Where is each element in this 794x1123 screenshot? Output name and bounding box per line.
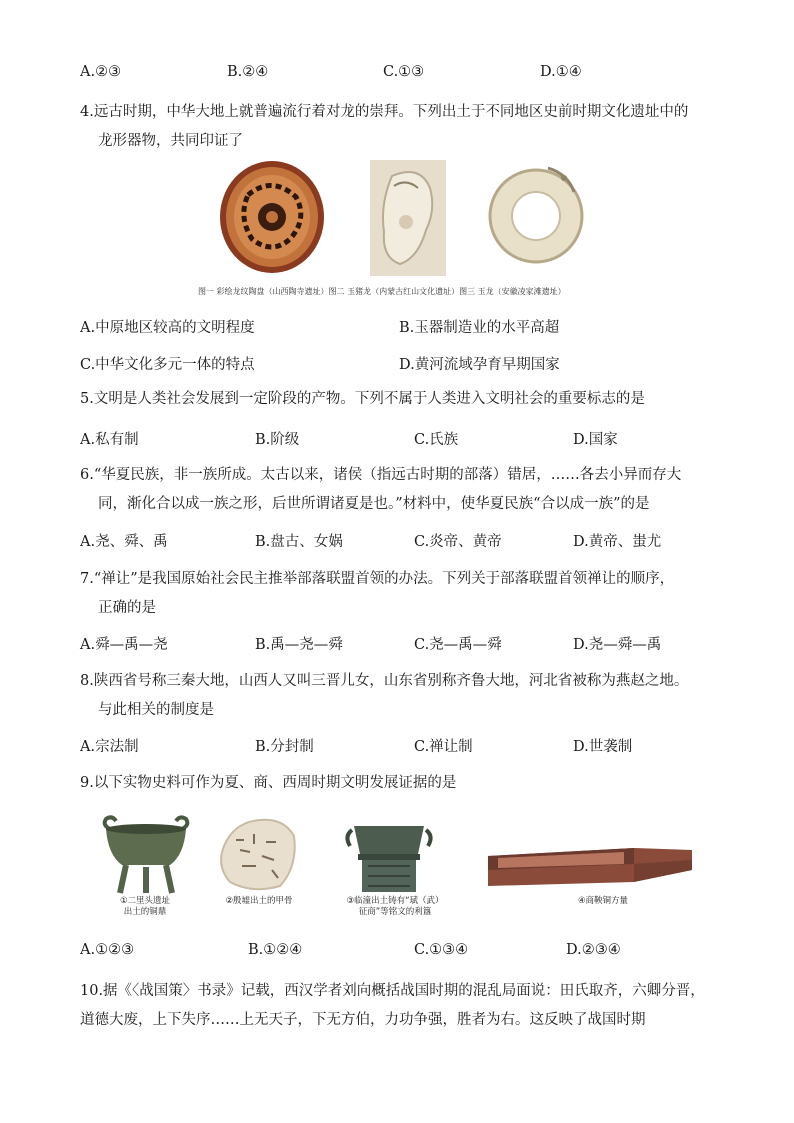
q5-stem <box>80 385 740 414</box>
q7-option-d[interactable]: D.尧—舜—禹 <box>573 637 662 653</box>
q4-option-c[interactable]: C.中华文化多元一体的特点 <box>80 357 255 373</box>
figure-li-gui <box>344 820 434 894</box>
q4-option-d[interactable]: D.黄河流域孕育早期国家 <box>399 357 560 373</box>
q10-stem <box>80 977 740 1035</box>
q8-stem <box>80 667 740 725</box>
q9-caption-1: ①二里头遗址 出土的铜鼎 <box>119 896 171 917</box>
q9-caption-4: ④商鞅铜方量 <box>577 896 629 906</box>
q8-options <box>80 735 740 759</box>
q6-line1: 6.“华夏民族，非一族所成。太古以来，诸侯（指远古时期的部落）错居，……各去小异而存大 <box>80 467 682 483</box>
figure-bronze-ding <box>98 815 194 895</box>
q5-line1: 5.文明是人类社会发展到一定阶段的产物。下列不属于人类进入文明社会的重要标志的是 <box>80 391 645 407</box>
q9-stem <box>80 769 740 798</box>
q9-caption-3: ③临潼出土铸有“珷（武） 征商”等铭文的利簋 <box>346 896 444 917</box>
q9-caption-2: ②殷墟出土的甲骨 <box>225 896 293 906</box>
q4-stem <box>80 98 740 156</box>
q5-option-c[interactable]: C.氏族 <box>414 432 459 448</box>
q7-option-c[interactable]: C.尧—禹—舜 <box>414 637 502 653</box>
q9-option-c[interactable]: C.①③④ <box>414 942 469 958</box>
q4-option-a[interactable]: A.中原地区较高的文明程度 <box>80 320 255 336</box>
q7-option-a[interactable]: A.舜—禹—尧 <box>80 637 168 653</box>
q3-option-c[interactable]: C.①③ <box>383 64 425 80</box>
q7-option-b[interactable]: B.禹—尧—舜 <box>255 637 343 653</box>
q6-option-b[interactable]: B.盘古、女娲 <box>255 534 343 550</box>
q6-stem <box>80 461 740 519</box>
figure-oracle-bone <box>214 816 300 894</box>
q7-options <box>80 633 740 657</box>
q3-option-b[interactable]: B.②④ <box>227 64 269 80</box>
figure-shang-yang-square-measure <box>484 842 696 892</box>
q4-options-row1 <box>80 316 740 340</box>
q4-line2: 龙形器物，共同印证了 <box>98 133 243 149</box>
q5-options <box>80 428 740 452</box>
q7-stem <box>80 565 740 623</box>
q9-line1: 9.以下实物史料可作为夏、商、西周时期文明发展证据的是 <box>80 775 457 791</box>
q3-option-d[interactable]: D.①④ <box>540 64 582 80</box>
q3-option-a[interactable]: A.②③ <box>80 64 122 80</box>
q6-option-a[interactable]: A.尧、舜、禹 <box>80 534 168 550</box>
q9-option-a[interactable]: A.①②③ <box>80 942 135 958</box>
q8-line1: 8.陕西省号称三秦大地，山西人又叫三晋儿女，山东省别称齐鲁大地，河北省被称为燕赵之地。 <box>80 673 689 689</box>
q7-line1: 7.“禅让”是我国原始社会民主推举部落联盟首领的办法。下列关于部落联盟首领禅让的顺序， <box>80 571 675 587</box>
q8-option-c[interactable]: C.禅让制 <box>414 739 473 755</box>
q8-option-b[interactable]: B.分封制 <box>255 739 314 755</box>
q8-option-a[interactable]: A.宗法制 <box>80 739 139 755</box>
q8-option-d[interactable]: D.世袭制 <box>573 739 633 755</box>
q6-option-c[interactable]: C.炎帝、黄帝 <box>414 534 502 550</box>
q5-option-a[interactable]: A.私有制 <box>80 432 139 448</box>
q9-option-b[interactable]: B.①②④ <box>248 942 303 958</box>
q6-line2: 同，渐化合以成一族之形，后世所谓诸夏是也。”材料中，使华夏民族“合以成一族”的是 <box>98 496 650 512</box>
q4-figure-caption: 图一 彩绘龙纹陶盘（山西陶寺遗址）图二 玉猪龙（内蒙古红山文化遗址）图三 玉龙（安徽凌家滩遗址） <box>198 287 566 296</box>
q7-line2: 正确的是 <box>98 600 156 616</box>
q10-line2: 道德大废，上下失序……上无天子，下无方伯，力功争强，胜者为右。这反映了战国时期 <box>80 1012 646 1028</box>
figure-jade-dragon-ring <box>484 154 588 272</box>
q5-option-b[interactable]: B.阶级 <box>255 432 300 448</box>
q4-options-row2 <box>80 353 740 377</box>
q3-options <box>80 64 740 88</box>
q6-option-d[interactable]: D.黄帝、蚩尤 <box>573 534 662 550</box>
q8-line2: 与此相关的制度是 <box>98 702 214 718</box>
q10-line1: 10.据《〈战国策〉书录》记载，西汉学者刘向概括战国时期的混乱局面说：田氏取齐，六卿分晋， <box>80 983 705 999</box>
q9-option-d[interactable]: D.②③④ <box>566 942 621 958</box>
figure-jade-pig-dragon <box>370 160 446 276</box>
q5-option-d[interactable]: D.国家 <box>573 432 618 448</box>
q4-line1: 4.远古时期，中华大地上就普遍流行着对龙的崇拜。下列出土于不同地区史前时期文化遗址中的 <box>80 104 689 120</box>
q6-options <box>80 530 740 554</box>
q4-option-b[interactable]: B.玉器制造业的水平高超 <box>399 320 560 336</box>
figure-painted-dragon-plate <box>218 155 326 275</box>
q9-options <box>80 942 740 966</box>
